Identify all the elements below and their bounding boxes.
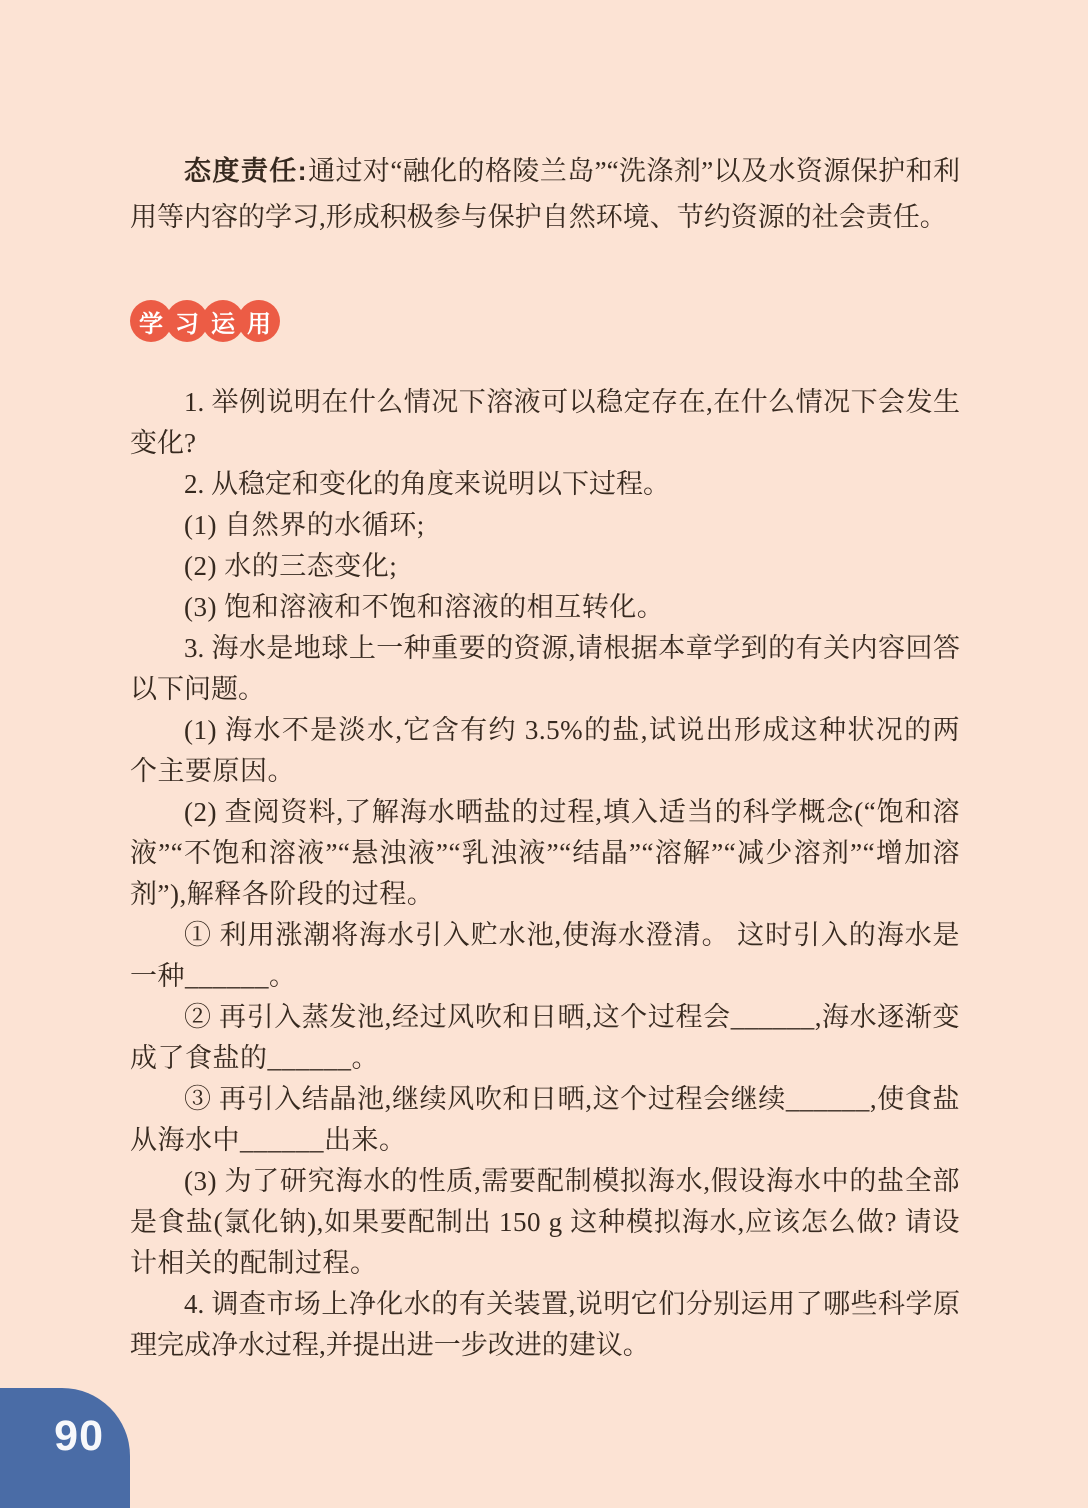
page-number: 90	[54, 1412, 104, 1460]
badge-circle-char: 用	[238, 300, 280, 342]
question-2-sub-1: (1) 自然界的水循环;	[184, 510, 425, 540]
question-3: 3. 海水是地球上一种重要的资源,请根据本章学到的有关内容回答以下问题。	[130, 633, 960, 704]
badge-circle-char: 习	[166, 300, 208, 342]
question-2-sub-3: (3) 饱和溶液和不饱和溶液的相互转化。	[184, 592, 665, 622]
question-3-sub-3: (3) 为了研究海水的性质,需要配制模拟海水,假设海水中的盐全部是食盐(氯化钠),如果要配制出 150 g 这种模拟海水,应该怎么做? 请设计相关的配制过程。	[130, 1166, 960, 1278]
page-content	[130, 148, 960, 1366]
badge-circle-char: 运	[202, 300, 244, 342]
question-3-sub-1: (1) 海水不是淡水,它含有约 3.5%的盐,试说出形成这种状况的两个主要原因。	[130, 715, 960, 786]
questions-list	[130, 382, 960, 1366]
section-badge-learning-application	[130, 300, 960, 342]
question-2-sub-2: (2) 水的三态变化;	[184, 551, 398, 581]
badge-circle-char: 学	[130, 300, 172, 342]
intro-lead-label: 态度责任:	[184, 156, 308, 186]
question-2: 2. 从稳定和变化的角度来说明以下过程。	[184, 469, 670, 499]
question-3-sub-2: (2) 查阅资料,了解海水晒盐的过程,填入适当的科学概念(“饱和溶液”“不饱和溶液”“悬浊液”“乳浊液”“结晶”“溶解”“减少溶剂”“增加溶剂”),解释各阶段的过程。	[130, 797, 960, 909]
question-1: 1. 举例说明在什么情况下溶液可以稳定存在,在什么情况下会发生变化?	[130, 387, 960, 458]
question-4: 4. 调查市场上净化水的有关装置,说明它们分别运用了哪些科学原理完成净水过程,并提出进一步改进的建议。	[130, 1289, 960, 1360]
intro-paragraph	[130, 148, 960, 240]
question-3-sub-2-step-1: ① 利用涨潮将海水引入贮水池,使海水澄清。 这时引入的海水是一种______。	[130, 920, 960, 991]
intro-text: 通过对“融化的格陵兰岛”“洗涤剂”以及水资源保护和利用等内容的学习,形成积极参与保护自然环境、节约资源的社会责任。	[130, 156, 960, 232]
question-3-sub-2-step-3: ③ 再引入结晶池,继续风吹和日晒,这个过程会继续______,使食盐从海水中______出来。	[130, 1084, 960, 1155]
page-number-tab	[0, 1388, 130, 1508]
question-3-sub-2-step-2: ② 再引入蒸发池,经过风吹和日晒,这个过程会______,海水逐渐变成了食盐的______。	[130, 1002, 960, 1073]
